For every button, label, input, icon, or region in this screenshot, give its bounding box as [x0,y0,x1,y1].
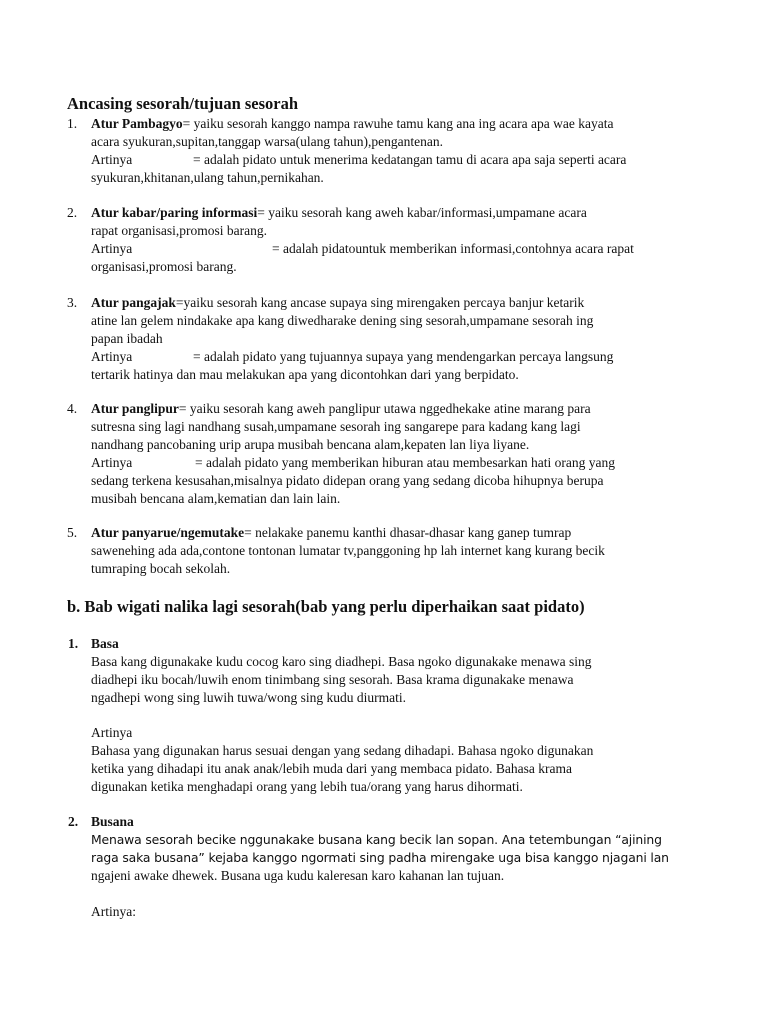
subsection-title: Basa [91,636,119,651]
item-definition-line: = yaiku sesorah kang aweh kabar/informasi,umpamane acara [257,205,587,220]
subsection-number: 1. [68,636,79,651]
subsection-translation-line: ketika yang dihadapi itu anak anak/lebih muda dari yang membaca pidato. Bahasa krama [91,761,572,776]
list-item [91,524,691,578]
item-term: Atur pangajak [91,295,176,310]
item-definition-line: tumraping bocah sekolah. [91,561,231,576]
item-translation-line: syukuran,khitanan,ulang tahun,pernikahan. [91,170,324,185]
subsection-line: raga saka busana” kejaba kanggo ngormati sing padha mirengake uga bisa kanggo njagani lan [91,850,669,865]
artinya-label: Artinya [91,241,133,256]
item-number: 5. [67,525,78,540]
item-definition-line: sutresna sing lagi nandhang susah,umpamane sesorah ing sangarepe para kadang kang lagi [91,419,581,434]
list-item [91,115,691,187]
subsection [91,635,691,707]
item-definition-line: papan ibadah [91,331,163,346]
artinya-label: Artinya [91,725,133,740]
subsection-translation-line: digunakan ketika menghadapi orang yang lebih tua/orang yang harus dihormati. [91,779,523,794]
list-item [91,204,691,276]
artinya-label: Artinya [91,152,133,167]
subsection-line: Menawa sesorah becike nggunakake busana kang becik lan sopan. Ana tetembungan “ajining [91,832,662,847]
artinya-label: Artinya [91,455,133,470]
item-number: 3. [67,295,78,310]
subsection-title: Busana [91,814,134,829]
subsection [91,813,691,885]
section-heading: b. Bab wigati nalika lagi sesorah(bab yang perlu diperhaikan saat pidato) [67,597,585,616]
item-translation-line: sedang terkena kesusahan,misalnya pidato didepan orang yang sedang dicoba hihupnya berupa [91,473,604,488]
item-translation-line: = adalah pidato yang tujuannya supaya yang mendengarkan percaya langsung [193,349,614,364]
subsection-line: diadhepi iku bocah/luwih enom tinimbang sing sesorah. Basa krama digunakake menawa [91,672,574,687]
artinya-label: Artinya: [91,904,136,919]
item-term: Atur kabar/paring informasi [91,205,258,220]
item-translation-line: = adalah pidato untuk menerima kedatangan tamu di acara apa saja seperti acara [193,152,627,167]
item-definition-line: sawenehing ada ada,contone tontonan lumatar tv,panggoning hp lah internet kang kurang becik [91,543,605,558]
item-definition-line: atine lan gelem nindakake apa kang diwedharake dening sing sesorah,umpamane sesorah ing [91,313,594,328]
list-item [91,400,691,508]
item-translation-line: = adalah pidatountuk memberikan informasi,contohnya acara rapat [272,241,634,256]
item-translation-line: tertarik hatinya dan mau melakukan apa yang dicontohkan dari yang berpidato. [91,367,519,382]
item-term: Atur Pambagyo [91,116,183,131]
list-item [91,294,691,384]
subsection-translation [91,903,691,921]
document-heading: Ancasing sesorah/tujuan sesorah [67,94,299,113]
item-translation-line: musibah bencana alam,kematian dan lain lain. [91,491,341,506]
artinya-label: Artinya [91,349,133,364]
item-definition-line: = yaiku sesorah kang aweh panglipur utawa nggedhekake atine marang para [178,401,591,416]
item-translation-line: = adalah pidato yang memberikan hiburan atau membesarkan hati orang yang [195,455,615,470]
item-term: Atur panyarue/ngemutake [91,525,245,540]
item-translation-line: organisasi,promosi barang. [91,259,237,274]
item-number: 4. [67,401,78,416]
subsection-number: 2. [68,814,79,829]
subsection-translation-line: Bahasa yang digunakan harus sesuai dengan yang sedang dihadapi. Bahasa ngoko digunakan [91,743,594,758]
item-definition-line: =yaiku sesorah kang ancase supaya sing mirengaken percaya banjur ketarik [175,295,585,310]
item-definition-line: = nelakake panemu kanthi dhasar-dhasar kang ganep tumrap [244,525,572,540]
item-definition-line: = yaiku sesorah kanggo nampa rawuhe tamu kang ana ing acara apa wae kayata [182,116,614,131]
subsection-translation [91,724,691,796]
subsection-line: Basa kang digunakake kudu cocog karo sing diadhepi. Basa ngoko digunakake menawa sing [91,654,592,669]
subsection-line: ngadhepi wong sing luwih tuwa/wong sing kudu diurmati. [91,690,406,705]
item-term: Atur panglipur [91,401,179,416]
item-definition-line: nandhang pancobaning urip arupa musibah bencana alam,kepaten lan liya liyane. [91,437,530,452]
item-number: 1. [67,116,78,131]
subsection-line: ngajeni awake dhewek. Busana uga kudu kaleresan karo kahanan lan tujuan. [91,868,505,883]
item-definition-line: rapat organisasi,promosi barang. [91,223,267,238]
item-definition-line: acara syukuran,supitan,tanggap warsa(ulang tahun),pengantenan. [91,134,443,149]
item-number: 2. [67,205,78,220]
